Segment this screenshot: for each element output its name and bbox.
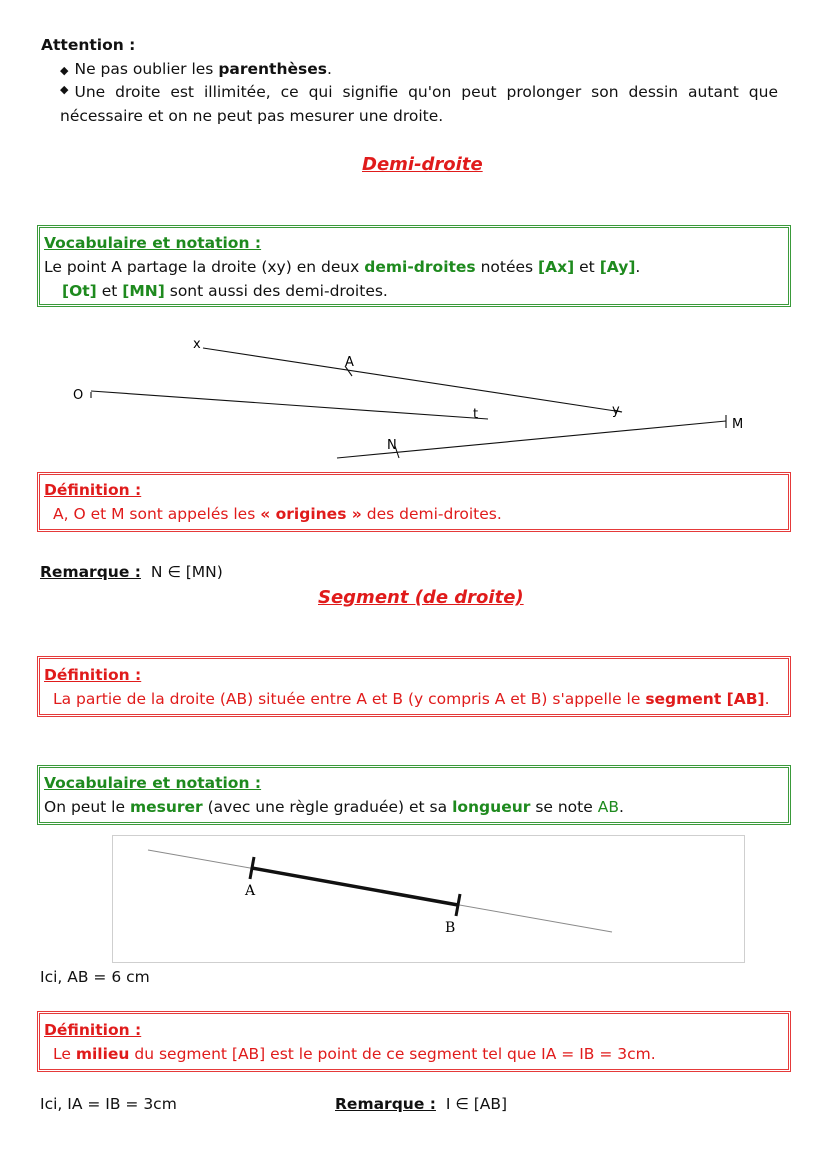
label-A: A — [345, 355, 354, 370]
diamond-bullet-icon: ◆ — [60, 83, 69, 96]
definition-box-1 — [37, 472, 791, 532]
vocab-1-line-1: Le point A partage la droite (xy) en deux demi-droites notées [Ax] et [Ay]. — [44, 258, 641, 276]
attention-bullet-2: ◆ Une droite est illimitée, ce qui signifie qu'on peut prolonger son dessin autant que — [60, 83, 778, 101]
label-y: y — [612, 403, 620, 418]
definition-3-heading: Définition : — [44, 1021, 142, 1039]
figure-segment — [112, 835, 745, 963]
line-xy — [203, 348, 622, 412]
vocab-2-text: On peut le mesurer (avec une règle graduée) et sa longueur se note AB. — [44, 798, 624, 816]
label-t: t — [473, 407, 479, 422]
diamond-bullet-icon: ◆ — [60, 64, 69, 77]
label-x: x — [193, 337, 201, 352]
ici-ab-text: Ici, AB = 6 cm — [40, 968, 150, 986]
tick-A — [250, 857, 254, 879]
label-M: M — [732, 417, 744, 432]
definition-2-heading: Définition : — [44, 666, 142, 684]
definition-3-text: Le milieu du segment [AB] est le point de ce segment tel que IA = IB = 3cm. — [53, 1045, 656, 1063]
vocab-1-line-2: [Ot] et [MN] sont aussi des demi-droites. — [62, 282, 388, 300]
segment-AB — [252, 868, 458, 905]
vocab-1-heading: Vocabulaire et notation : — [44, 234, 262, 252]
attention-label: Attention : — [41, 36, 136, 54]
vocab-2-heading: Vocabulaire et notation : — [44, 774, 262, 792]
ray-Ot — [91, 391, 488, 419]
section-title-demi-droite: Demi-droite — [362, 154, 483, 175]
label-O: O — [73, 388, 84, 403]
attention-bullet-2-cont: nécessaire et on ne peut pas mesurer une droite. — [60, 107, 444, 125]
definition-1-text: A, O et M sont appelés les « origines » des demi-droites. — [53, 505, 502, 523]
definition-1-heading: Définition : — [44, 481, 142, 499]
definition-2-text: La partie de la droite (AB) située entre A et B (y compris A et B) s'appelle le segment [AB]. — [53, 690, 770, 708]
remarque-1: Remarque : N ∈ [MN) — [40, 563, 223, 581]
ici-ia-ib-text: Ici, IA = IB = 3cm — [40, 1095, 177, 1113]
tick-B — [456, 894, 460, 916]
remarque-2: Remarque : I ∈ [AB] — [335, 1095, 508, 1113]
section-title-segment: Segment (de droite) — [318, 587, 524, 608]
label-A: A — [245, 883, 256, 899]
label-N: N — [387, 438, 397, 453]
figure-demi-droites — [0, 330, 828, 470]
label-B: B — [445, 920, 456, 936]
attention-bullet-1: ◆ Ne pas oublier les parenthèses. — [60, 60, 332, 78]
